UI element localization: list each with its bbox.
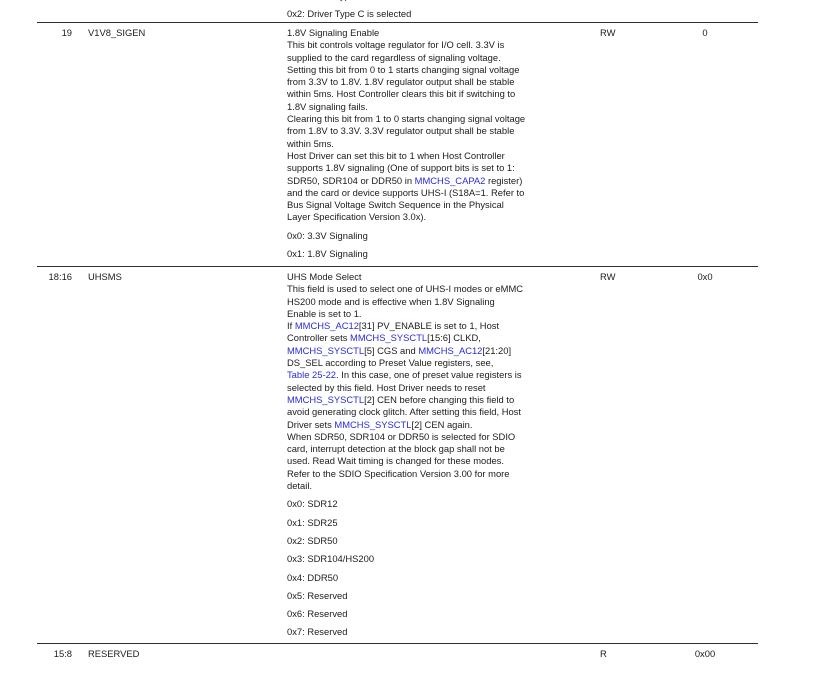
description-line	[287, 468, 598, 480]
text-segment: [2] CEN again.	[411, 418, 473, 430]
description-line	[287, 517, 598, 529]
description-line	[287, 608, 598, 620]
description-cell	[287, 267, 598, 639]
description-line	[287, 271, 598, 283]
description-line	[287, 64, 598, 76]
text-segment: 0x5: Reserved	[287, 589, 348, 601]
description-line	[287, 76, 598, 88]
access-type-cell: R	[600, 648, 607, 659]
cross-reference-link[interactable]: MMCHS_AC12	[418, 344, 483, 356]
text-segment: Setting this bit from 0 to 1 starts changing signal voltage	[287, 63, 520, 75]
text-segment: 0x0: SDR12	[287, 498, 338, 510]
description-line	[287, 125, 598, 137]
description-line	[287, 369, 598, 381]
table-row	[37, 22, 758, 266]
description-line	[287, 211, 598, 223]
text-segment: [5] CGS and	[364, 344, 419, 356]
text-segment: HS200 mode and is effective when 1.8V Signaling	[287, 295, 495, 307]
description-cell	[287, 644, 598, 648]
description-line	[287, 230, 598, 242]
text-segment: 1.8V signaling fails.	[287, 100, 368, 112]
description-line	[287, 175, 598, 187]
text-segment: 0x1: SDR25	[287, 516, 338, 528]
text-segment: register)	[485, 174, 523, 186]
text-segment: Driver sets	[287, 418, 335, 430]
text-segment: . In this case, one of preset value registers is	[336, 369, 522, 381]
text-segment: This field is used to select one of UHS-I modes or eMMC	[287, 283, 524, 295]
text-segment: 0x1: 1.8V Signaling	[287, 248, 368, 260]
text-segment: detail.	[287, 480, 313, 492]
description-line	[287, 113, 598, 125]
description-line	[287, 52, 598, 64]
description-line	[287, 88, 598, 100]
text-segment: [31] PV_ENABLE is set to 1, Host	[358, 320, 500, 332]
text-segment: from 3.3V to 1.8V. 1.8V regulator output shall be stable	[287, 76, 515, 88]
bit-range-cell: 15:8	[53, 648, 72, 659]
cross-reference-link[interactable]: MMCHS_SYSCTL	[334, 418, 412, 430]
description-line	[287, 138, 598, 150]
text-segment: 0x3: SDR104/HS200	[287, 553, 375, 565]
text-segment: [21:20]	[482, 344, 512, 356]
table-row	[37, 643, 758, 688]
description-line	[287, 162, 598, 174]
cross-reference-link[interactable]: MMCHS_SYSCTL	[287, 393, 365, 405]
text-segment: Refer to the SDIO Specification Version 3.00 for more	[287, 467, 510, 479]
cross-reference-link[interactable]: MMCHS_AC12	[294, 320, 359, 332]
reset-value-cell: 0	[702, 27, 708, 38]
text-segment: Controller sets	[287, 332, 351, 344]
bit-range-cell: 18:16	[48, 271, 72, 282]
text-segment: supplied to the card regardless of signaling voltage.	[287, 51, 501, 63]
description-line	[287, 572, 598, 584]
text-segment: [2] CEN before changing this field to	[364, 393, 515, 405]
description-line	[287, 535, 598, 547]
description-line	[287, 283, 598, 295]
text-segment: 0x7: Reserved	[287, 626, 348, 638]
description-line	[287, 480, 598, 492]
text-segment: When SDR50, SDR104 or DDR50 is selected for SDIO	[287, 430, 516, 442]
description-line	[287, 553, 598, 565]
description-line	[287, 443, 598, 455]
text-segment: avoid generating clock glitch. After setting this field, Host	[287, 406, 521, 418]
text-segment: 0x2: SDR50	[287, 534, 338, 546]
text-segment: DS_SEL according to Preset Value registers, see,	[287, 357, 494, 369]
text-segment: 0x0: 3.3V Signaling	[287, 229, 368, 241]
description-line	[287, 626, 598, 638]
description-line	[287, 345, 598, 357]
text-segment: Bus Signal Voltage Switch Sequence in the Physical	[287, 199, 504, 211]
text-segment: selected by this field. Host Driver needs to reset	[287, 381, 486, 393]
description-line	[287, 419, 598, 431]
text-segment: and the card or device supports UHS-I (S18A=1. Refer to	[287, 186, 525, 198]
description-line	[287, 590, 598, 602]
description-cell	[287, 23, 598, 260]
description-line	[287, 394, 598, 406]
access-type-cell: RW	[600, 27, 616, 38]
text-segment: within 5ms.	[287, 137, 334, 149]
field-name-cell: V1V8_SIGEN	[88, 27, 146, 38]
cross-reference-link[interactable]: MMCHS_SYSCTL	[350, 332, 428, 344]
text-segment: This bit controls voltage regulator for I/O cell. 3.3V is	[287, 39, 505, 51]
description-line	[287, 187, 598, 199]
cross-reference-link[interactable]: Table 25-22	[287, 369, 336, 381]
text-segment: If	[287, 320, 295, 332]
table-row	[37, 266, 758, 643]
field-name-cell: UHSMS	[88, 271, 122, 282]
text-segment: UHS Mode Select	[287, 271, 362, 282]
description-line	[287, 320, 598, 332]
description-line	[287, 382, 598, 394]
text-segment: Clearing this bit from 1 to 0 starts changing signal voltage	[287, 113, 526, 125]
description-line	[287, 248, 598, 260]
text-segment: 0x6: Reserved	[287, 608, 348, 620]
description-line	[287, 39, 598, 51]
text-segment: 1.8V Signaling Enable	[287, 27, 380, 38]
text-segment: Host Driver can set this bit to 1 when Host Controller	[287, 149, 505, 161]
field-name-cell: RESERVED	[88, 648, 140, 659]
bit-range-cell: 19	[61, 27, 72, 38]
description-line	[287, 455, 598, 467]
text-segment: SDR50, SDR104 or DDR50 in	[287, 174, 415, 186]
description-line	[287, 498, 598, 510]
cross-reference-link[interactable]: MMCHS_SYSCTL	[287, 344, 365, 356]
description-line	[287, 101, 598, 113]
reset-value-cell: 0x0	[697, 271, 713, 282]
reset-value-cell: 0x00	[694, 648, 716, 659]
cross-reference-link[interactable]: MMCHS_CAPA2	[414, 174, 486, 186]
text-segment: 0x4: DDR50	[287, 571, 339, 583]
description-line	[287, 296, 598, 308]
text-segment: Enable is set to 1.	[287, 307, 362, 319]
description-line	[287, 27, 598, 39]
text-segment: used. Read Wait timing is changed for these modes.	[287, 455, 504, 467]
description-line	[287, 150, 598, 162]
description-line	[287, 406, 598, 418]
description-line	[287, 357, 598, 369]
clipped-previous-line	[287, 0, 411, 2]
description-line	[287, 431, 598, 443]
text-segment: card, interrupt detection at the block gap shall not be	[287, 443, 505, 455]
access-type-cell: RW	[600, 271, 616, 282]
driver-type-value-line: 0x2: Driver Type C is selected	[287, 8, 412, 19]
text-segment: within 5ms. Host Controller clears this bit if switching to	[287, 88, 516, 100]
text-segment: supports 1.8V signaling (One of support bits is set to 1:	[287, 162, 515, 174]
description-line	[287, 332, 598, 344]
register-table	[37, 22, 758, 688]
text-segment: Layer Specification Version 3.0x).	[287, 211, 427, 223]
description-line	[287, 308, 598, 320]
description-line	[287, 199, 598, 211]
text-segment: from 1.8V to 3.3V. 3.3V regulator output shall be stable	[287, 125, 515, 137]
text-segment: [15:6] CLKD,	[427, 332, 481, 344]
